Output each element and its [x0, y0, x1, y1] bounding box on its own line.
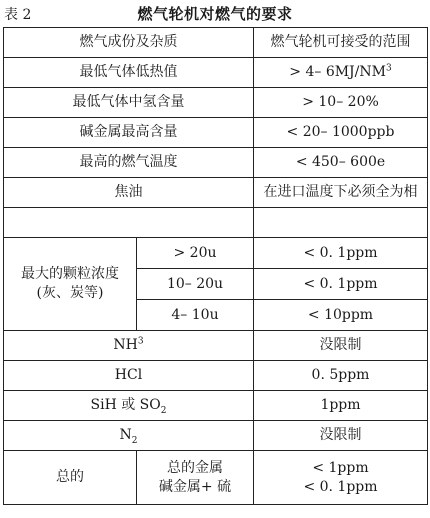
total-item-cell — [137, 451, 254, 505]
particle-label-cell — [4, 238, 137, 331]
range-cell: < 10ppm — [254, 300, 428, 331]
table-row — [4, 58, 428, 88]
range-cell — [254, 208, 428, 238]
item-cell — [4, 391, 254, 421]
item-cell — [4, 421, 254, 451]
item-cell — [4, 208, 254, 238]
header-component: 燃气成份及杂质 — [4, 28, 254, 58]
particle-size-cell: 4– 10u — [137, 300, 254, 331]
table-row — [4, 421, 428, 451]
particle-sublabel: (灰、炭等) — [36, 285, 104, 301]
item-cell: 最高的燃气温度 — [4, 148, 254, 178]
table-caption — [0, 0, 430, 26]
range-cell: > 10– 20% — [254, 88, 428, 118]
gas-requirements-table — [3, 27, 428, 505]
table-row — [4, 361, 428, 391]
item-cell: 最低气体低热值 — [4, 58, 254, 88]
particle-size-cell: 10– 20u — [137, 269, 254, 300]
item-text: NH — [113, 337, 138, 353]
superscript: 3 — [385, 63, 392, 74]
range-cell — [254, 58, 428, 88]
range-cell: < 450– 600e — [254, 148, 428, 178]
table-row — [4, 118, 428, 148]
total-range-line1: < 1ppm — [312, 459, 369, 476]
table-number: 表 2 — [4, 7, 32, 23]
range-cell: 没限制 — [254, 421, 428, 451]
table-row — [4, 391, 428, 421]
item-text: N — [119, 427, 132, 443]
range-cell: 在进口温度下必须全为相 — [254, 178, 428, 208]
item-cell: HCl — [4, 361, 254, 391]
total-item-line1: 总的金属 — [167, 459, 223, 476]
table-row — [4, 148, 428, 178]
range-cell: 0. 5ppm — [254, 361, 428, 391]
subscript: 2 — [131, 435, 138, 446]
item-text: SiH 或 SO — [90, 397, 161, 413]
range-cell: < 0. 1ppm — [254, 238, 428, 269]
range-cell: < 20– 1000ppb — [254, 118, 428, 148]
table-row — [4, 451, 428, 505]
range-cell: 1ppm — [254, 391, 428, 421]
range-cell — [254, 451, 428, 505]
total-label-cell: 总的 — [4, 451, 137, 505]
header-range: 燃气轮机可接受的范围 — [254, 28, 428, 58]
table-row — [4, 88, 428, 118]
particle-label: 最大的颗粒浓度 — [21, 266, 119, 282]
subscript: 2 — [160, 405, 167, 416]
item-cell: 最低气体中氢含量 — [4, 88, 254, 118]
item-cell: 碱金属最高含量 — [4, 118, 254, 148]
table-row — [4, 331, 428, 361]
item-cell — [4, 331, 254, 361]
range-cell: < 0. 1ppm — [254, 269, 428, 300]
table-row-empty — [4, 208, 428, 238]
header-row — [4, 28, 428, 58]
total-item-line2: 碱金属+ 硫 — [158, 478, 232, 495]
range-text: > 4– 6MJ/NM — [289, 64, 386, 80]
superscript: 3 — [137, 336, 144, 347]
range-cell: 没限制 — [254, 331, 428, 361]
particle-size-cell: > 20u — [137, 238, 254, 269]
table-title: 燃气轮机对燃气的要求 — [137, 5, 293, 23]
total-range-line2: < 0. 1ppm — [303, 478, 378, 495]
table-row — [4, 238, 428, 269]
table-row — [4, 178, 428, 208]
item-cell: 焦油 — [4, 178, 254, 208]
